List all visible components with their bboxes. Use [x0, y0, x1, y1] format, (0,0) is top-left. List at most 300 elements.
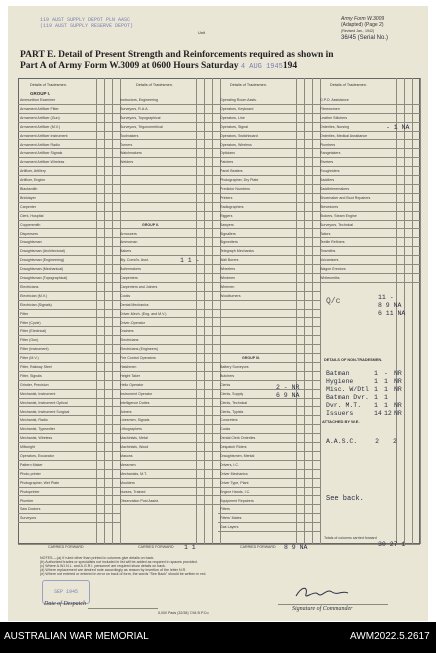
tradesman-label: Draughtsman (Topographical) [20, 276, 68, 280]
tradesman-label: Fitters [220, 507, 230, 512]
tradesman-row [218, 336, 320, 345]
tradesman-label: Instructors, Engineering [120, 98, 158, 102]
tradesman-row [118, 256, 220, 265]
tradesman-label: Dispensers [20, 231, 38, 236]
tradesman-label: Operators, Switchboard [220, 133, 258, 138]
tradesman-row [218, 149, 320, 158]
tradesman-label: Instrument Operator [120, 391, 153, 396]
tradesman-label: Helio Operator [120, 382, 144, 387]
form-id-line: (Adapted) (Page 2) [341, 22, 384, 28]
nontrade-ps: 12 [384, 410, 392, 417]
nontrade-ps: 1 [384, 402, 388, 409]
tradesman-row [18, 345, 120, 354]
tradesman-label: Surveyors, Trigonometrical [120, 124, 163, 129]
tradesman-label: Mechanist, Radio [20, 418, 48, 423]
unit-stamp [40, 17, 190, 29]
tradesman-label: Orderlies, Medical Assistance [320, 133, 368, 138]
tradesman-row [118, 434, 220, 443]
tradesman-label: Electrician (M.V.) [20, 293, 48, 298]
tradesman-row [318, 238, 420, 247]
tradesman-row [118, 247, 220, 256]
nontrade-ps: - [384, 370, 388, 377]
tradesman-row [218, 247, 320, 256]
group2-header-top: Details of Tradesmen. [136, 83, 173, 87]
tradesman-row [118, 212, 220, 221]
tradesman-label: Fitter (Instrument) [20, 347, 49, 352]
tradesman-label: Toolmakers [120, 133, 139, 138]
tradesman-row [118, 310, 220, 319]
tradesman-label: Engine Hands, I.C. [220, 489, 251, 494]
tradesman-label: Mechanist, Instrument Optical [20, 400, 68, 405]
tradesman-label: Radiographers [220, 204, 244, 209]
tradesman-label: Draughtsman (Engineering) [20, 258, 65, 263]
note-line: (d) Where replacement are desired note accordingly as reason by insertion of the letter N.R. [40, 568, 187, 572]
carried-forward-label-3: CARRIED FORWARD [240, 545, 276, 549]
nontrade-we: 1 [374, 386, 378, 393]
tradesman-label: Wheelers [220, 267, 236, 272]
tradesman-label: Predictor Numbers [220, 187, 250, 191]
nontrade-we: 1 [374, 378, 378, 385]
tradesman-row [218, 390, 320, 399]
tradesman-label: Drainers [120, 329, 134, 334]
tradesman-row [318, 158, 420, 167]
tradesman-row [218, 105, 320, 114]
group1-details: Details of Tradesmen. [30, 83, 67, 87]
tradesman-row [118, 265, 220, 274]
tradesman-row [218, 265, 320, 274]
tradesman-label: Plumber [20, 498, 34, 503]
tradesman-row [18, 176, 120, 185]
tradesman-label: Shoemaker and Boot Repairers [320, 195, 371, 200]
tradesman-row [118, 194, 220, 203]
nontrade-label: Misc. W/Dtl [326, 386, 369, 393]
tradesman-label: Panel Beaters [220, 169, 243, 174]
tradesman-row [218, 416, 320, 425]
tradesman-label: Boilermakers [120, 267, 141, 272]
tradesman-row [318, 114, 420, 123]
tradesman-row [218, 372, 320, 381]
tradesman-row [118, 301, 220, 310]
tradesman-label: Joiners [120, 409, 132, 414]
tradesman-label: Vulcanisers [320, 258, 339, 263]
attached-ps: 2 [392, 438, 397, 445]
nontrade-ps: 1 [384, 378, 388, 385]
tradesman-label: Roughriders [320, 169, 340, 174]
tradesman-row [218, 203, 320, 212]
tradesman-row [18, 123, 120, 132]
tradesman-label: Mechanist, Instrument Surgical [20, 409, 70, 414]
tradesman-label: Clerks, Typists [220, 409, 244, 414]
tradesman-row [218, 158, 320, 167]
tradesman-label: Wiremen [220, 284, 235, 289]
tradesman-label: Fitter, Signals [20, 373, 42, 378]
tradesman-row [118, 452, 220, 461]
tradesman-row [18, 301, 120, 310]
tradesman-label: GROUP II. [142, 222, 160, 227]
entry-cooks: 1 1 - [180, 257, 200, 264]
tradesman-label: Linesmen, Signals [120, 418, 150, 423]
date-stamp: 4 AUG 1945 [240, 63, 283, 71]
tradesman-row [18, 230, 120, 239]
tradesman-label: Signwriters [220, 240, 238, 245]
tradesman-row [118, 141, 220, 150]
carried-forward-label-1: CARRIED FORWARD [48, 545, 84, 549]
date-of-despatch: Date of Despatch [44, 601, 86, 607]
tradesman-label: Mechanist, Typewriter [20, 427, 55, 432]
entry-crossed: Q/c [326, 297, 341, 306]
nontrade-rr: NR [394, 410, 402, 417]
tradesman-row [18, 452, 120, 461]
tradesman-label: Photographer, Wet Plate [20, 480, 60, 485]
tradesman-row [18, 212, 120, 221]
nontrade-we: 1 [374, 370, 378, 377]
tradesman-row [118, 96, 220, 105]
tradesman-row [118, 390, 220, 399]
tradesman-row [18, 461, 120, 470]
tradesman-row [218, 461, 320, 470]
tradesman-label: Observation Post Assist. [120, 498, 159, 503]
tradesman-label: Carpenter [20, 204, 36, 209]
tradesman-row [118, 479, 220, 488]
tradesman-row [318, 212, 420, 221]
tradesman-row [18, 256, 120, 265]
tradesman-row [218, 399, 320, 408]
tradesman-label: Intelligence Duties [120, 400, 150, 405]
tradesman-label: Equipment Repairers [220, 498, 254, 503]
tradesman-label: Artificer, Artillery [20, 169, 46, 174]
notes [40, 556, 400, 576]
tradesman-label: Moulders [120, 480, 135, 485]
tradesman-label: Sawyers [220, 222, 234, 227]
tradesman-row [218, 452, 320, 461]
tradesman-row [18, 105, 120, 114]
tradesman-label: Fitter (Electrical) [20, 329, 47, 334]
tradesman-row [118, 327, 220, 336]
tradesman-label: Armament Artificer Instrument [20, 133, 68, 138]
entry-wiremen-2: 8 9 NA [378, 302, 402, 309]
tradesman-label: Textile Refiners [320, 240, 345, 245]
nontrade-ps: 1 [384, 394, 388, 401]
tradesman-label: Fitter (Cycle) [20, 320, 41, 325]
nontrade-label: Batman [326, 370, 350, 377]
tradesman-row [118, 336, 220, 345]
archive-footer [0, 622, 436, 653]
tradesman-row [18, 497, 120, 506]
form-page [8, 6, 428, 621]
tradesman-label: Armament Artificer (Gun) [20, 115, 60, 120]
tradesman-row [218, 256, 320, 265]
nontrade-label: Hygiene [326, 378, 354, 385]
tradesman-label: Fibrewomen [320, 106, 340, 111]
tradesman-label: Leather Stitchers [320, 115, 348, 120]
signature-label: Signature of Commander [292, 606, 353, 612]
tradesman-row [18, 425, 120, 434]
tradesman-row [18, 443, 120, 452]
entry-butchers: 2 - NR [276, 384, 300, 391]
tradesman-label: Opticians [220, 151, 235, 156]
tradesman-row [318, 230, 420, 239]
nontrade-row [326, 386, 404, 393]
tradesman-row [118, 399, 220, 408]
tradesman-label: GROUP III. [242, 356, 261, 361]
tradesman-label: Operators, Keyboard [220, 106, 254, 111]
nontrade-rr: NR [394, 378, 402, 385]
nontrade-label: Batman Dvr. [326, 394, 369, 401]
nontrade-we: 14 [374, 410, 382, 417]
tradesman-row [18, 363, 120, 372]
tradesman-label: Carpenters and Joiners [120, 284, 158, 289]
tradesman-row [118, 158, 220, 167]
tradesman-row [18, 265, 120, 274]
tradesman-row [18, 185, 120, 194]
tradesman-label: Armament Artificer Signals [20, 151, 63, 156]
tradesman-row [18, 194, 120, 203]
tradesman-label: Saw Doctors [20, 507, 41, 512]
tradesman-row [318, 221, 420, 230]
tradesman-row [118, 292, 220, 301]
tradesman-row [218, 301, 320, 310]
tradesman-row [218, 381, 320, 390]
tradesman-row [118, 238, 220, 247]
note-line: (c) Where A.W.I.N.L. and A.G.R.I. personnel are required show details on back. [40, 564, 166, 568]
tradesman-label: Draughtsman (Mechanical) [20, 267, 64, 272]
tradesman-row [318, 247, 420, 256]
title-line-1: PART E. Detail of Present Strength and Reinforcements required as shown in [20, 50, 334, 60]
tradesman-row [118, 203, 220, 212]
tradesman-label: Orderlies, Nursing [320, 124, 349, 129]
tradesman-row [118, 381, 220, 390]
entry-wiremen-3: 6 11 NA [378, 310, 406, 317]
tradesman-row [218, 274, 320, 283]
tradesman-row [118, 149, 220, 158]
tradesman-row [18, 141, 120, 150]
tradesman-label: Clerks, Supply [220, 391, 244, 396]
entry-wiremen-1: 11 - [378, 294, 394, 301]
nontrade-row [326, 410, 404, 417]
tradesman-row [118, 425, 220, 434]
tradesman-row [118, 167, 220, 176]
tradesman-row [118, 221, 220, 230]
tradesman-label: Fitter, Railway Steel [20, 365, 52, 369]
carried-forward-2: 1 1 [184, 544, 196, 551]
tradesman-label: Coppersmith [20, 222, 41, 227]
form-id-line: (Revised Jan., 1942) [341, 29, 375, 33]
tradesman-row [18, 354, 120, 363]
archive-name: AUSTRALIAN WAR MEMORIAL [4, 631, 149, 642]
tradesman-label: Photoprinter [20, 489, 40, 494]
tradesman-row [18, 158, 120, 167]
tradesman-row [118, 470, 220, 479]
tradesman-label: Fitters' Mates [220, 516, 242, 521]
tradesman-row [218, 292, 320, 301]
tradesman-label: Millwright [20, 445, 35, 450]
tradesman-label: Clerks [220, 382, 231, 387]
tradesman-row [318, 149, 420, 158]
tradesman-label: Welders [120, 160, 134, 165]
tradesman-label: Draughtsman [20, 240, 42, 245]
tradesman-row [18, 167, 120, 176]
tradesman-row [218, 497, 320, 506]
tradesman-label: Fitter (Gun) [20, 338, 39, 343]
tradesman-row [18, 238, 120, 247]
tradesman-label: Mechanist, Instrument [20, 391, 56, 396]
tradesman-label: Ammoman [120, 240, 138, 245]
unit-stamp-line: (119 AUST SUPPLY RESERVE DEPOT) [40, 23, 134, 29]
tradesman-row [18, 479, 120, 488]
tradesman-label: Drivers, I.C. [220, 462, 239, 467]
carried-forward-3: 8 9 NA [284, 544, 308, 551]
tradesman-row [18, 372, 120, 381]
tradesman-label: Operating Room Assts. [220, 98, 257, 102]
tradesman-label: Hatchmen [120, 365, 137, 369]
tradesman-row [18, 149, 120, 158]
tradesman-row [118, 283, 220, 292]
tradesman-row [18, 416, 120, 425]
group3-details: Details of Tradesmen. [230, 83, 267, 87]
tradesman-label: Messmen [120, 462, 136, 467]
tradesman-label: Armourers [120, 231, 137, 236]
tradesman-label: Saddlers [320, 178, 335, 183]
tradesman-label: Driver-Operator [120, 320, 145, 325]
tradesman-label: Operators, Wireless [220, 142, 252, 147]
tradesman-label: Surveyors, Topographical [120, 115, 161, 120]
nontrade-rr: NR [394, 386, 402, 393]
title-line-2 [20, 61, 422, 73]
tradesman-row [318, 105, 420, 114]
tradesman-row [18, 399, 120, 408]
tradesman-label: Operators, Excavator [20, 454, 54, 458]
nontrade-row [326, 402, 404, 409]
nontrade-label: Issuers [326, 410, 354, 417]
tradesman-row [218, 123, 320, 132]
tradesman-row [118, 274, 220, 283]
note-line: (e) Where not entered or entered in error on back of form, the words "See Back" should be written in red. [40, 572, 207, 576]
tradesman-row [118, 185, 220, 194]
tradesman-row [118, 132, 220, 141]
nontrade-row [326, 370, 404, 377]
tradesman-label: Tailors [320, 231, 331, 236]
tradesman-row [218, 132, 320, 141]
tradesman-row [218, 96, 320, 105]
note-line: NOTES.—(a) If ruled other than printed in columns give details on back. [40, 556, 155, 560]
tradesman-label: Machinists, Wood [120, 445, 149, 450]
tradesman-row [218, 434, 320, 443]
tradesman-label: Surveyors [20, 516, 37, 521]
tradesman-row [318, 203, 420, 212]
tradesman-row [218, 408, 320, 417]
tradesman-row [218, 283, 320, 292]
tradesman-label: Photographer, Dry Plate [220, 178, 259, 183]
tradesman-label: Bricklayer [20, 195, 36, 200]
tradesman-row [18, 132, 120, 141]
tradesman-label: Armament Artificer Fitter [20, 106, 59, 111]
tradesman-label: Watchmakers [120, 151, 142, 156]
tradesman-row [18, 514, 120, 523]
tradesman-row [318, 265, 420, 274]
tradesman-row [18, 505, 120, 514]
unit-stamp-line: 119 AUST SUPPLY DEPOT PLN AASC [40, 17, 131, 23]
tradesman-row [218, 505, 320, 514]
tradesman-row [118, 319, 220, 328]
attached-title: ATTACHED BY W.E. [322, 419, 360, 424]
tradesman-label: Concreters [220, 418, 238, 423]
despatch-line [88, 608, 158, 609]
tradesman-row [218, 470, 320, 479]
tradesman-row [218, 479, 320, 488]
tradesman-label: Turners [120, 142, 133, 147]
tradesman-label: Electricians [120, 338, 139, 343]
tradesman-label: Fire Control Operators [120, 356, 156, 361]
tradesman-row [18, 327, 120, 336]
tradesman-row [18, 310, 120, 319]
tradesman-label: Cooks [220, 427, 231, 432]
tradesman-label: Riveters [320, 160, 334, 165]
tradesman-row [318, 194, 420, 203]
tradesman-row [218, 176, 320, 185]
tradesman-row [318, 132, 420, 141]
tradesman-label: Bty. Comd's. Asst. [120, 258, 149, 263]
nontrade-we: 1 [374, 402, 378, 409]
tradesman-label: Telegraph Mechanics [220, 249, 254, 254]
tradesman-row [18, 274, 120, 283]
tradesman-label: Surveyors, R.A.A. [120, 106, 149, 111]
tradesman-label: Electricians [20, 284, 39, 289]
serial-no: 36/45 (Serial No.) [341, 35, 389, 41]
tradesman-row [218, 425, 320, 434]
tradesman-label: Surveyors, Technical [320, 222, 354, 227]
tradesman-label: Wall Borers [220, 258, 239, 263]
tradesman-label: Fitter [20, 311, 29, 316]
tradesman-label: Tinsmiths [320, 249, 336, 254]
group1-header: GROUP I. [30, 91, 51, 96]
tradesman-row [118, 443, 220, 452]
tradesman-row [318, 167, 420, 176]
attached-row [326, 438, 397, 445]
tradesman-row [18, 390, 120, 399]
tradesman-row [218, 345, 320, 354]
tradesman-label: Driver Mechanics [220, 471, 248, 476]
tradesman-row [118, 354, 220, 363]
tradesman-row [318, 185, 420, 194]
tradesman-label: Draughtsman (Architectural) [20, 249, 65, 254]
tradesman-label: Saddletreemakers [320, 187, 350, 191]
group4-details: Details of Tradesmen. [330, 83, 367, 87]
tradesman-row [18, 336, 120, 345]
tradesman-row [18, 221, 120, 230]
tradesman-row [218, 212, 320, 221]
tradesman-row [18, 488, 120, 497]
tradesman-label: Despatch Riders [220, 445, 247, 450]
tradesman-label: Painters [220, 160, 234, 165]
tradesman-label: Machinists, Metal [120, 436, 148, 441]
tradesman-label: Bakers [120, 249, 132, 254]
tradesman-row [218, 221, 320, 230]
nontrade-rr: NR [394, 370, 402, 377]
nontrade-title: DETAILS OF NON-TRADESMEN. [324, 358, 383, 362]
tradesman-label: Artificer, Engine [20, 178, 46, 183]
title-line-2-text: Part A of Army Form W.3009 at 0600 Hours Saturday [20, 61, 239, 71]
tradesman-row [18, 247, 120, 256]
tradesman-label: Fitter (M.V.) [20, 356, 39, 361]
tradesman-label: Operators, Line [220, 115, 245, 120]
form-id [341, 16, 384, 34]
tradesman-row [118, 230, 220, 239]
tradesman-row [218, 185, 320, 194]
tradesman-label: Stokers, Steam Engine [320, 213, 357, 218]
see-back-note: See back. [326, 495, 364, 503]
tradesman-label: Carpenters [120, 276, 138, 280]
tradesman-label: Clerk, Hospital [20, 213, 44, 218]
